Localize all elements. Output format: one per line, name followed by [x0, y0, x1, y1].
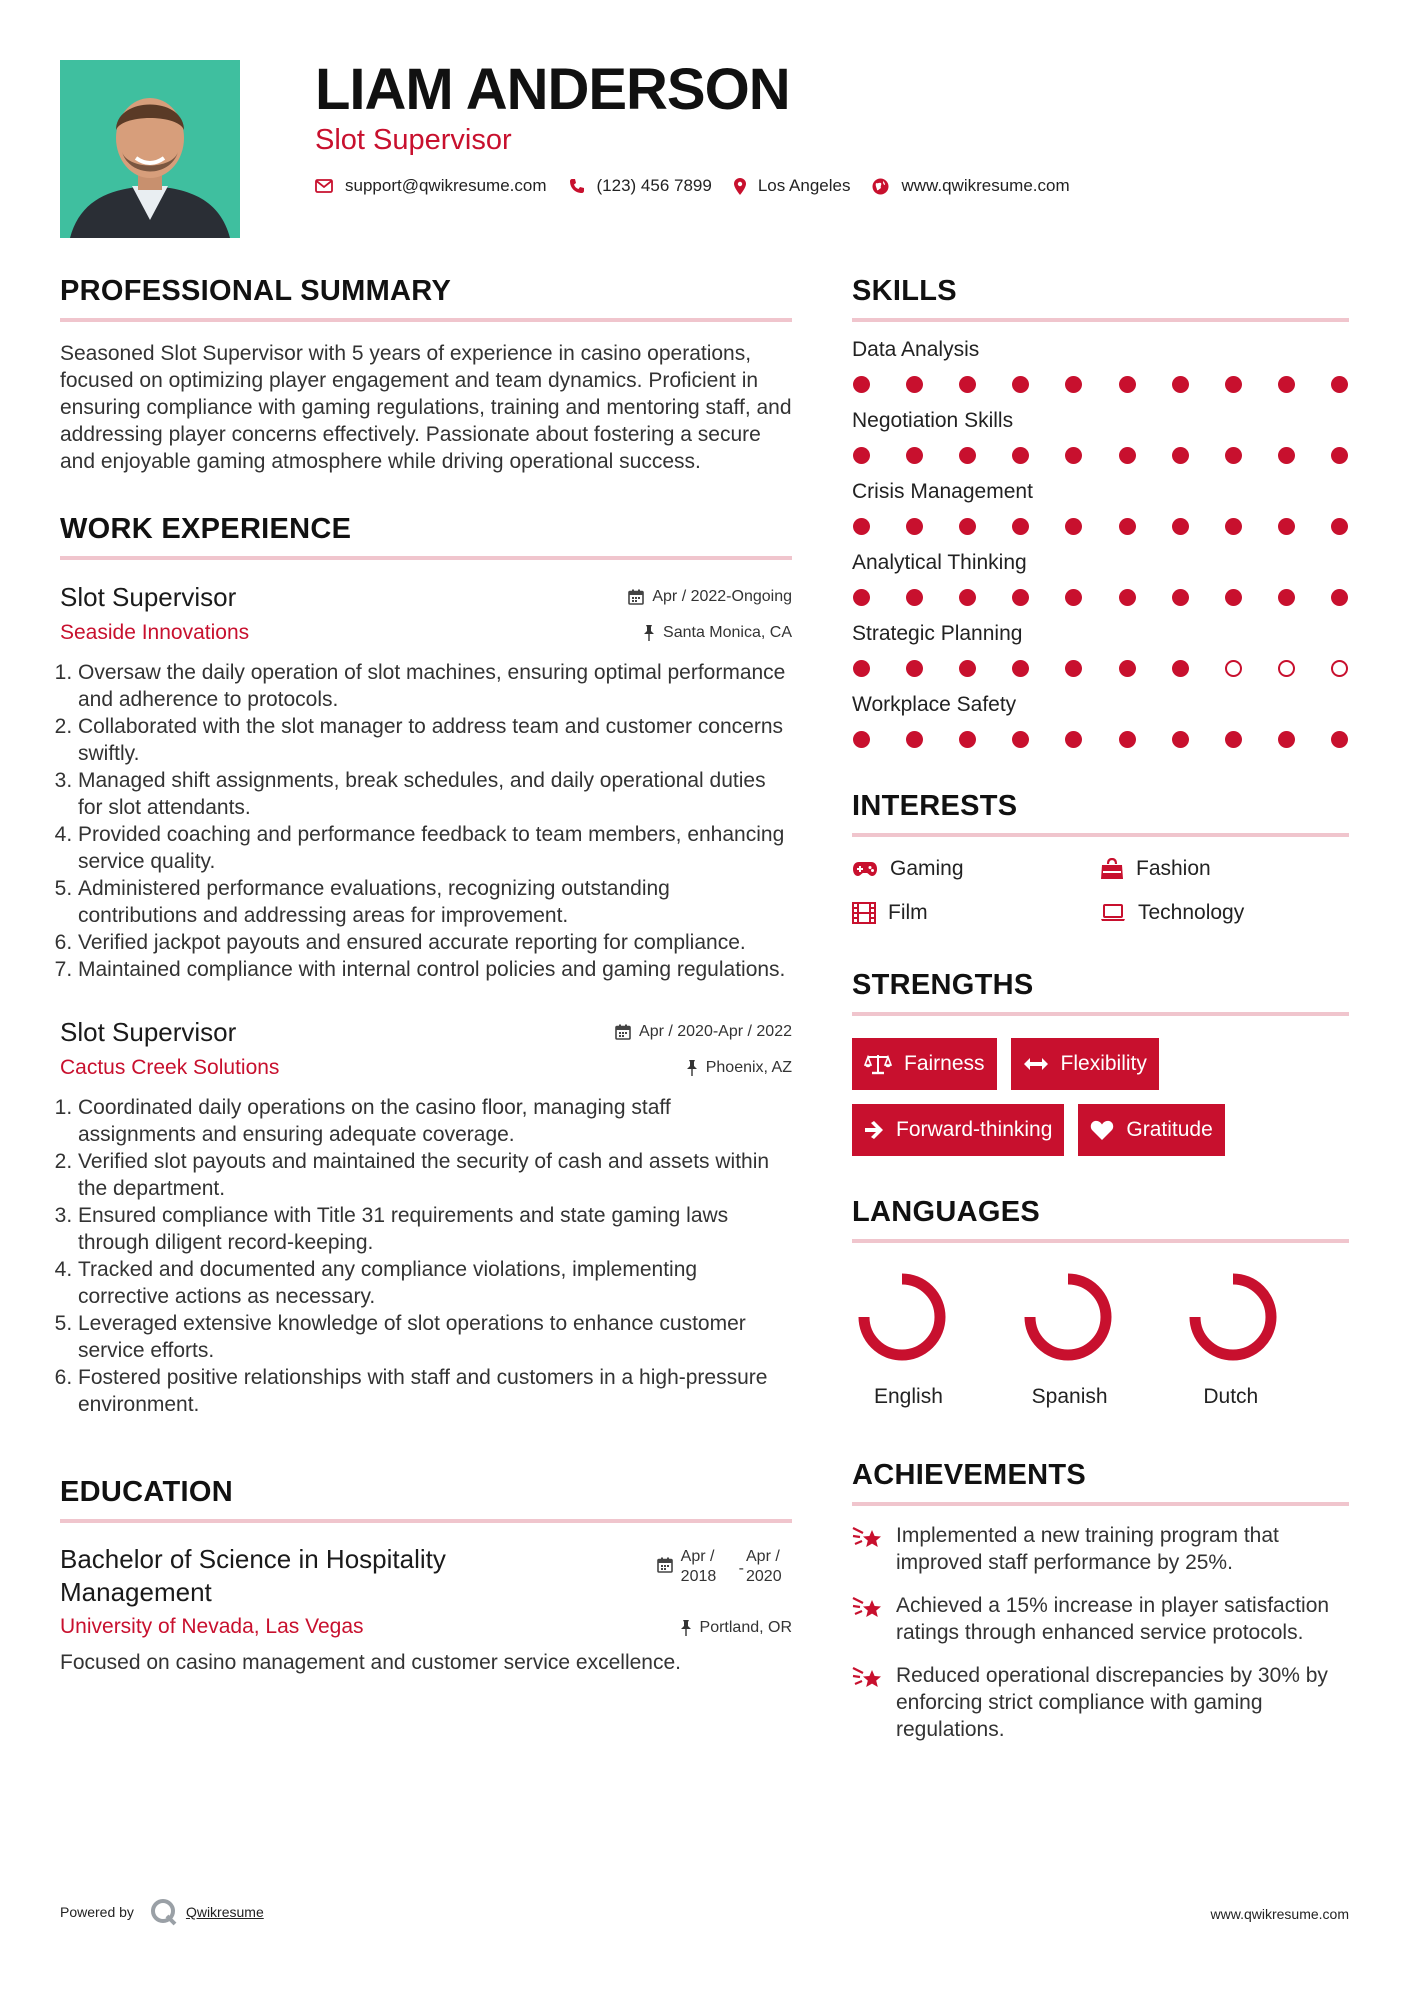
calendar-icon [615, 1024, 631, 1040]
arrow-right-icon [864, 1121, 884, 1139]
achievement-text: Reduced operational discrepancies by 30% by enforcing strict compliance with gaming regulations. [896, 1664, 1328, 1741]
interest-label: Film [888, 901, 928, 924]
education-description: Focused on casino management and customer service excellence. [60, 1651, 681, 1674]
job-location-text: Phoenix, AZ [705, 1059, 792, 1076]
language-item [1183, 1267, 1349, 1409]
skill-item [852, 551, 1349, 606]
skill-dot-filled [906, 731, 923, 748]
pushpin-icon [680, 1620, 692, 1636]
skill-dot-filled [959, 518, 976, 535]
skill-rating [852, 731, 1349, 748]
job-title: Slot Supervisor [60, 1017, 237, 1047]
job-dates-text: Apr / 2022-Ongoing [652, 588, 792, 605]
language-proficiency-arc [1195, 1279, 1271, 1355]
skill-dot-filled [1172, 447, 1189, 464]
skill-dot-filled [1225, 518, 1242, 535]
education-degree: Bachelor of Science in Hospitality Management [60, 1544, 446, 1607]
job-duty: 1. Coordinated daily operations on the casino floor, managing staff assignments and ensuring adequate coverage. [78, 1094, 792, 1148]
language-proficiency-ring [1018, 1267, 1118, 1367]
achievement-item [852, 1522, 1349, 1576]
education-location-text: Portland, OR [699, 1619, 792, 1636]
candidate-name: LIAM ANDERSON [315, 57, 790, 122]
skill-dot-filled [906, 589, 923, 606]
education-dates [657, 1547, 792, 1587]
skill-dot-filled [959, 447, 976, 464]
job-duty: 7. Maintained compliance with internal control policies and gaming regulations. [78, 956, 792, 983]
skill-dot-filled [1225, 589, 1242, 606]
achievement-text: Implemented a new training program that improved staff performance by 25%. [896, 1524, 1279, 1574]
languages-heading: LANGUAGES [852, 1196, 1349, 1243]
footer-powered-by [60, 1898, 264, 1926]
language-name: Dutch [1203, 1385, 1259, 1408]
qwikresume-link[interactable]: Qwikresume [185, 1904, 264, 1920]
balance-scale-icon [864, 1053, 892, 1075]
skill-name: Analytical Thinking [852, 551, 1027, 574]
skill-dot-filled [1012, 660, 1029, 677]
skill-dot-filled [1172, 660, 1189, 677]
job-dates [615, 1023, 792, 1041]
map-pin-icon [734, 178, 746, 195]
candidate-title: Slot Supervisor [315, 124, 512, 156]
contact-phone[interactable] [569, 176, 712, 196]
job-title: Slot Supervisor [60, 582, 237, 612]
interest-label: Technology [1138, 901, 1245, 924]
skill-dot-filled [906, 376, 923, 393]
strength-tag [1011, 1038, 1159, 1090]
job-duty: 4. Provided coaching and performance feedback to team members, enhancing service quality. [78, 821, 792, 875]
skill-dot-filled [853, 447, 870, 464]
job-company: Seaside Innovations [60, 621, 250, 644]
contact-location-text: Los Angeles [757, 176, 851, 195]
job-duties [60, 1094, 792, 1418]
envelope-icon [315, 179, 333, 193]
language-name: English [874, 1385, 943, 1408]
interests-list [852, 857, 1349, 925]
skill-dot-filled [1012, 589, 1029, 606]
skill-dot-filled [959, 376, 976, 393]
skill-dot-filled [1225, 447, 1242, 464]
interest-item [852, 857, 1100, 881]
skill-dot-filled [959, 589, 976, 606]
experience-heading: WORK EXPERIENCE [60, 513, 792, 560]
language-item [1018, 1267, 1184, 1409]
achievement-text: Achieved a 15% increase in player satisfaction ratings through enhanced service protocols. [896, 1594, 1330, 1644]
achievements-list [852, 1522, 1349, 1743]
job-company: Cactus Creek Solutions [60, 1056, 280, 1079]
language-proficiency-ring [852, 1267, 952, 1367]
job-duty: 3. Ensured compliance with Title 31 requirements and state gaming laws through diligent record-keeping. [78, 1202, 792, 1256]
skill-dot-filled [1119, 518, 1136, 535]
job-duties [60, 659, 792, 983]
skill-name: Workplace Safety [852, 693, 1017, 716]
skill-dot-filled [1119, 731, 1136, 748]
skill-dot-filled [1119, 589, 1136, 606]
shopping-bag-icon [1100, 858, 1124, 880]
job-duty: 2. Collaborated with the slot manager to address team and customer concerns swiftly. [78, 713, 792, 767]
shooting-star-icon [852, 1524, 884, 1552]
skill-dot-filled [1119, 447, 1136, 464]
job-dates-text: Apr / 2020-Apr / 2022 [639, 1023, 792, 1040]
heart-icon [1090, 1120, 1114, 1141]
education-start: Apr / 2018 [680, 1548, 717, 1585]
strength-tag [1078, 1104, 1224, 1156]
strength-tag [852, 1038, 997, 1090]
skill-dot-filled [853, 518, 870, 535]
skills-list [852, 338, 1349, 748]
powered-by-label: Powered by [60, 1904, 134, 1920]
education-heading: EDUCATION [60, 1476, 792, 1523]
pushpin-icon [643, 625, 655, 641]
skill-dot-filled [1278, 731, 1295, 748]
job-duty: 1. Oversaw the daily operation of slot machines, ensuring optimal performance and adherence to protocols. [78, 659, 792, 713]
skill-name: Negotiation Skills [852, 409, 1014, 432]
skill-item [852, 338, 1349, 393]
interests-heading: INTERESTS [852, 790, 1349, 837]
job-duty: 5. Leveraged extensive knowledge of slot operations to enhance customer service efforts. [78, 1310, 792, 1364]
skill-dot-filled [1331, 376, 1348, 393]
skill-dot-filled [1331, 731, 1348, 748]
job-duty: 6. Verified jackpot payouts and ensured accurate reporting for compliance. [78, 929, 792, 956]
skill-dot-filled [1065, 660, 1082, 677]
strengths-list [852, 1038, 1349, 1156]
skill-dot-filled [959, 660, 976, 677]
phone-icon [569, 178, 585, 194]
job-duty: 3. Managed shift assignments, break schedules, and daily operational duties for slot attendants. [78, 767, 792, 821]
shooting-star-icon [852, 1594, 884, 1622]
skill-dot-filled [1172, 518, 1189, 535]
skill-item [852, 480, 1349, 535]
contact-website[interactable] [872, 176, 1069, 196]
contact-email-text: support@qwikresume.com [345, 176, 547, 195]
strength-label: Gratitude [1126, 1118, 1213, 1141]
skill-name: Data Analysis [852, 338, 980, 361]
calendar-icon [628, 589, 644, 605]
strength-label: Fairness [904, 1052, 985, 1075]
gamepad-icon [852, 861, 878, 877]
calendar-icon [657, 1557, 673, 1573]
skill-dot-filled [1012, 518, 1029, 535]
skill-dot-filled [1172, 589, 1189, 606]
qwikresume-logo-icon [150, 1898, 178, 1926]
skill-rating [852, 589, 1349, 606]
strengths-heading: STRENGTHS [852, 969, 1349, 1016]
skill-dot-filled [906, 660, 923, 677]
skill-dot-empty [1331, 660, 1348, 677]
contact-location [734, 176, 851, 196]
film-icon [852, 902, 876, 924]
laptop-icon [1100, 904, 1126, 922]
skill-dot-empty [1225, 660, 1242, 677]
globe-icon [872, 178, 889, 195]
skill-name: Strategic Planning [852, 622, 1023, 645]
job-entry [60, 1017, 792, 1418]
skill-dot-filled [853, 660, 870, 677]
skill-dot-filled [1065, 589, 1082, 606]
education-school: University of Nevada, Las Vegas [60, 1615, 364, 1638]
education-location [680, 1619, 792, 1637]
job-location [686, 1059, 792, 1077]
job-entry [60, 582, 792, 983]
skill-dot-filled [1225, 731, 1242, 748]
skill-dot-filled [853, 589, 870, 606]
language-item [852, 1267, 1018, 1409]
pushpin-icon [686, 1060, 698, 1076]
job-duty: 2. Verified slot payouts and maintained the security of cash and assets within the department. [78, 1148, 792, 1202]
strength-tag [852, 1104, 1064, 1156]
skill-dot-filled [1119, 376, 1136, 393]
skill-dot-filled [853, 376, 870, 393]
summary-text: Seasoned Slot Supervisor with 5 years of experience in casino operations, focused on optimizing player engagement and team dynamics. Proficient in ensuring compliance with gaming regulations, training and mentoring staff, and addressing player concerns effectively. Passionate about fostering a secure and enjoyable gaming atmosphere while driving operational success. [60, 342, 792, 473]
job-location [643, 624, 792, 642]
contact-phone-text: (123) 456 7899 [596, 176, 712, 195]
left-column [60, 275, 792, 1676]
skill-dot-empty [1278, 660, 1295, 677]
skill-dot-filled [1012, 731, 1029, 748]
skill-dot-filled [1331, 589, 1348, 606]
contact-website-text: www.qwikresume.com [901, 176, 1070, 195]
interest-item [852, 901, 1100, 925]
interest-label: Gaming [890, 857, 964, 880]
language-proficiency-arc [864, 1279, 940, 1355]
achievement-item [852, 1592, 1349, 1646]
shooting-star-icon [852, 1664, 884, 1692]
skills-heading: SKILLS [852, 275, 1349, 322]
skill-dot-filled [1225, 376, 1242, 393]
skill-dot-filled [1278, 447, 1295, 464]
skill-dot-filled [1065, 731, 1082, 748]
skill-dot-filled [1119, 660, 1136, 677]
skill-item [852, 693, 1349, 748]
skill-dot-filled [1331, 447, 1348, 464]
job-duty: 4. Tracked and documented any compliance violations, implementing corrective actions as necessary. [78, 1256, 792, 1310]
skill-dot-filled [959, 731, 976, 748]
skill-dot-filled [1065, 447, 1082, 464]
skill-item [852, 622, 1349, 677]
interest-item [1100, 857, 1348, 881]
skill-dot-filled [1012, 376, 1029, 393]
skill-rating [852, 376, 1349, 393]
achievement-item [852, 1662, 1349, 1743]
education-entry [60, 1543, 792, 1676]
skill-dot-filled [1172, 731, 1189, 748]
skill-rating [852, 660, 1349, 677]
contact-email[interactable] [315, 176, 547, 196]
job-location-text: Santa Monica, CA [663, 624, 792, 641]
skill-dot-filled [906, 447, 923, 464]
skill-dot-filled [853, 731, 870, 748]
skill-dot-filled [1012, 447, 1029, 464]
skill-dot-filled [1278, 376, 1295, 393]
skill-rating [852, 518, 1349, 535]
achievements-heading: ACHIEVEMENTS [852, 1459, 1349, 1506]
summary-heading: PROFESSIONAL SUMMARY [60, 275, 792, 322]
strength-label: Flexibility [1060, 1052, 1147, 1075]
footer-website[interactable]: www.qwikresume.com [1210, 1906, 1349, 1922]
skill-dot-filled [906, 518, 923, 535]
skill-dot-filled [1172, 376, 1189, 393]
skill-dot-filled [1278, 518, 1295, 535]
skill-dot-filled [1065, 518, 1082, 535]
education-end: Apr / 2020 [746, 1548, 782, 1585]
job-duty: 6. Fostered positive relationships with staff and customers in a high-pressure environment. [78, 1364, 792, 1418]
languages-list [852, 1267, 1349, 1409]
education-date-separator: - [738, 1560, 744, 1577]
arrows-horizontal-icon [1023, 1057, 1049, 1071]
skill-dot-filled [1065, 376, 1082, 393]
language-name: Spanish [1031, 1385, 1108, 1408]
skill-dot-filled [1331, 518, 1348, 535]
skill-dot-filled [1278, 589, 1295, 606]
language-proficiency-ring [1183, 1267, 1283, 1367]
skill-rating [852, 447, 1349, 464]
contact-bar [315, 176, 1092, 196]
job-dates [628, 588, 792, 606]
interest-item [1100, 901, 1348, 925]
skill-item [852, 409, 1349, 464]
job-duty: 5. Administered performance evaluations, recognizing outstanding contributions and addressing areas for improvement. [78, 875, 792, 929]
right-column [852, 275, 1349, 1743]
skill-name: Crisis Management [852, 480, 1033, 503]
interest-label: Fashion [1136, 857, 1211, 880]
profile-photo [60, 60, 240, 238]
language-proficiency-arc [1030, 1279, 1106, 1355]
strength-label: Forward-thinking [896, 1118, 1053, 1141]
